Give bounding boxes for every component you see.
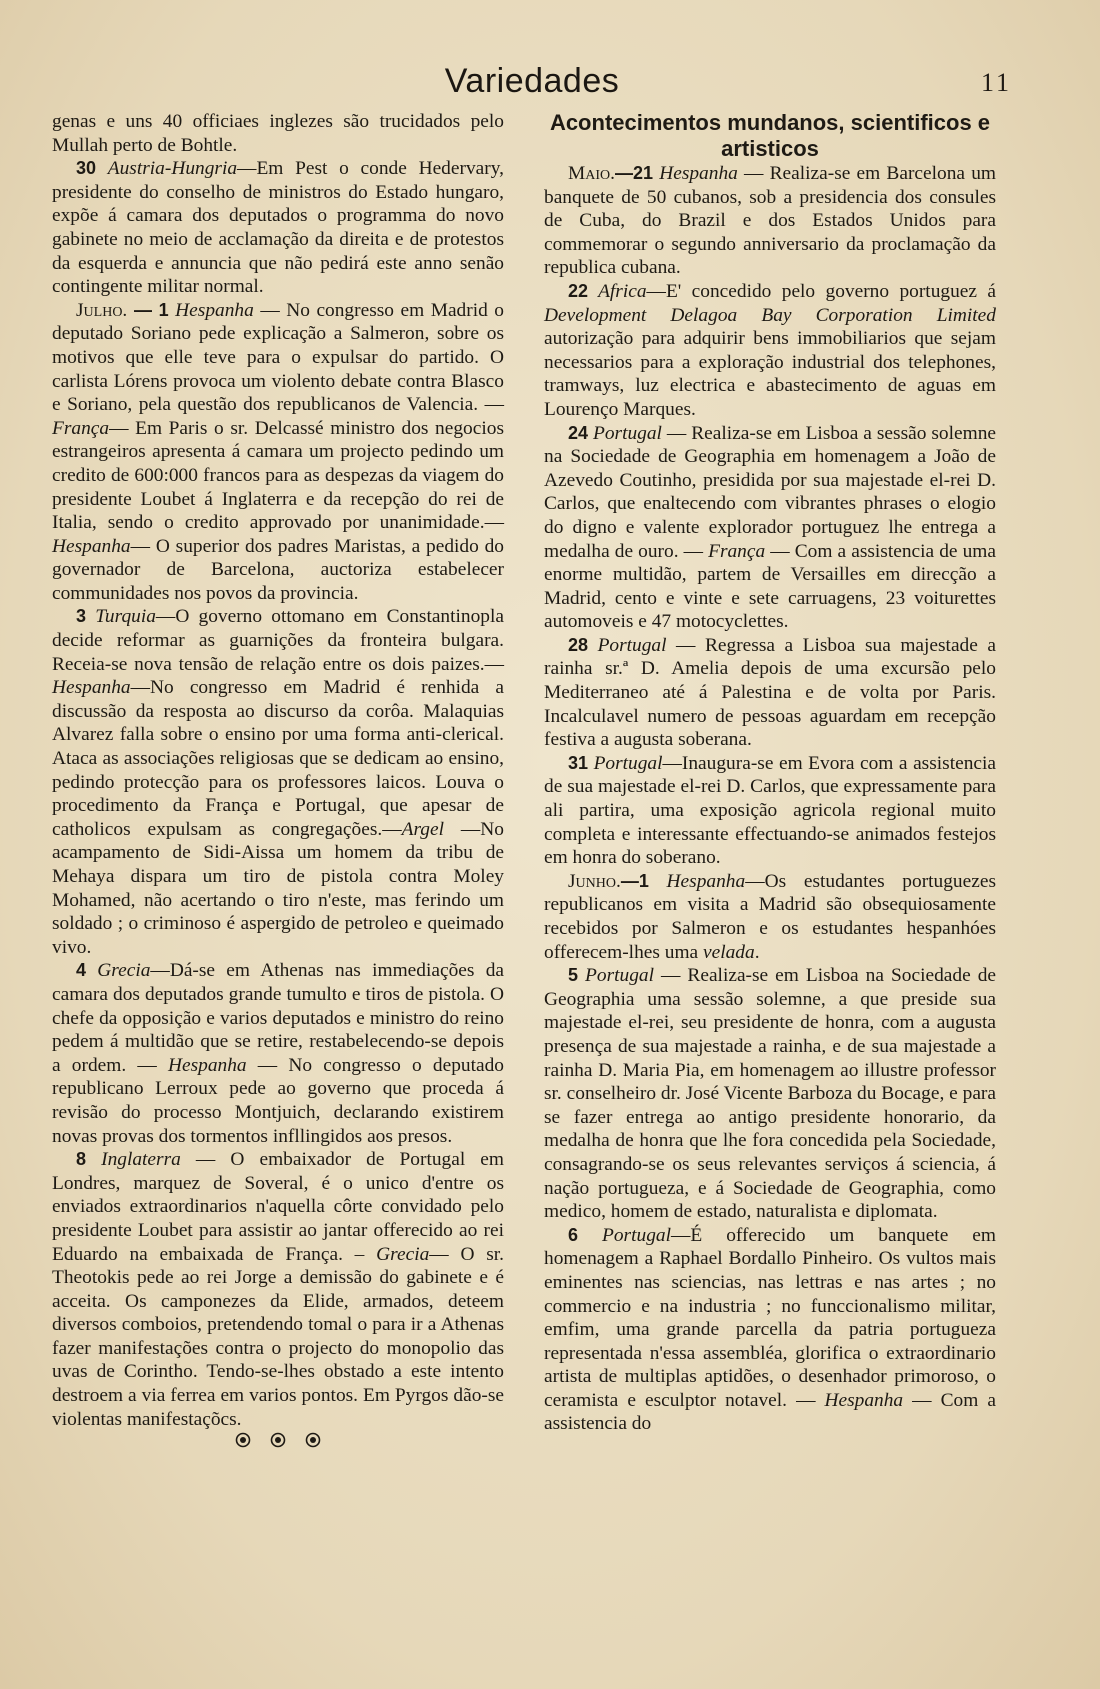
paragraph	[52, 157, 504, 299]
right-column	[544, 110, 996, 1436]
place-name: Inglaterra	[86, 1149, 181, 1171]
day-number: — 1	[127, 299, 169, 320]
place-name: Hespanha	[52, 677, 131, 699]
company-name: Development Delagoa Bay Corporation Limited	[544, 304, 996, 326]
paragraph	[544, 634, 996, 752]
place-name: Portugal	[588, 634, 667, 656]
paragraph	[52, 605, 504, 959]
paragraph-text: —Os estudantes portuguezes republicanos em visita a Madrid são obsequiosamente recebidos por Salmeron e os estudantes hespanhóes offerecem-lhes uma	[544, 870, 996, 963]
paragraph-text: — Realiza-se em Lisboa a sessão solemne na Sociedade de Geographia em homenagem a João de Azevedo Coutinho, presidida por sua majestade el-rei D. Carlos, que enaltecendo com vibrantes phrases o elogio do digno e valente explorador portuguez lhe entrega a medalha de ouro. —	[544, 422, 996, 562]
place-name: Grecia	[376, 1243, 430, 1265]
day-number: 6	[568, 1224, 579, 1245]
paragraph	[544, 870, 996, 964]
day-number: 4	[76, 960, 87, 981]
place-name: Portugal	[588, 422, 662, 444]
place-name: Africa	[588, 280, 647, 302]
paragraph-text: —É offerecido um banquete em homenagem a Raphael Bordallo Pinheiro. Os vultos mais eminentes nas sciencias, nas lettras e nas artes ; no commercio e na industria ; no funccionalismo militar, emfim, uma grande parcella da patria portugueza representada n'essa assembléa, glorifica o extraordinario artista de multiplas aptidões, o desenhador primoroso, o ceramista e esculptor notavel. —	[544, 1224, 996, 1411]
month-label: Julho.	[76, 299, 128, 321]
place-name: Portugal	[588, 752, 663, 774]
day-number: —21	[614, 163, 654, 183]
paragraph-text: — Com a assistencia do	[544, 1389, 996, 1435]
place-name: Argel	[401, 818, 444, 840]
place-name: Hespanha	[168, 299, 254, 321]
paragraph-text: — No congresso o deputado republicano Lerroux pede ao governo que proceda á revisão do processo Montjuich, declarando existirem novas provas dos tormentos infllingidos aos presos.	[52, 1054, 504, 1147]
place-name: Austria-Hungria	[107, 158, 238, 180]
paragraph-text: — No congresso em Madrid o deputado Soriano pede explicação a Salmeron, sobre os motivos que elle teve para o expulsar do partido. O carlista Lórens provoca um violento debate contra Blasco e Soriano, pela questão dos republicanos de Valencia. —	[52, 299, 505, 416]
paragraph	[544, 162, 996, 280]
place-name: Hespanha	[52, 535, 131, 557]
paragraph-text: .	[754, 941, 760, 963]
place-name: Hespanha	[648, 870, 746, 892]
paragraph-text: —Em Pest o conde Hedervary, presidente do conselho de ministros do Estado hungaro, expõe á camara dos deputados o programma do novo gabinete no meio de acclamação da direita e de protestos da esquerda e annuncia que não pedirá este anno senão contingente militar normal.	[52, 158, 504, 298]
place-name: Hespanha	[167, 1054, 247, 1076]
month-label: Maio.	[568, 163, 615, 184]
place-name: Portugal	[578, 1224, 671, 1246]
day-number: 3	[76, 606, 87, 627]
day-number: 8	[76, 1149, 87, 1170]
paragraph-text: — Realiza-se em Lisboa na Sociedade de Geographia uma sessão solemne, a que preside sua majestade el-rei, seu presidente de honra, com a augusta presença de sua majestade a rainha, e de sua majestade a rainha D. Maria Pia, em homenagem ao illustre professor sr. conselheiro dr. José Vicente Barboza du Bocage, e para se fazer entrega ao antigo presidente honorario, da medalha de honra que lhe fora concedida pela Sociedade, consagrando-se os seus relevantes serviços á sciencia, á nação portugueza, e á Sociedade de Geographia, como medico, homem de estado, naturalista e diplomata.	[544, 965, 996, 1223]
day-number: 24	[568, 422, 589, 443]
paragraph-text: — O superior dos padres Maristas, a pedido do governador de Barcelona, auctoriza estabelecer communidades nos povos da provincia.	[52, 535, 504, 604]
paragraph-text: —Inaugura-se em Evora com a assistencia de sua majestade el-rei D. Carlos, que expressamente para ali partira, uma exposição agricola regional muito completa e interessante effectuando-se animados festejos em honra do soberano.	[544, 752, 996, 869]
section-title: Variedades	[444, 62, 620, 100]
paragraph-text: autorização para adquirir bens immobiliarios que sejam necessarios para a exploração industrial dos telephones, tramways, luz electrica e abastecimento de aguas em Lourenço Marques.	[544, 328, 996, 420]
place-name: Turquia	[86, 606, 156, 628]
paragraph-text: —No acampamento de Sidi-Aissa um homem da tribu de Mehaya dispara um tiro de pistola contra Moley Mohamed, não acertando o tiro n'este, mas ferindo um soldado ; o criminoso é aspergido de petroleo e queimado vivo.	[52, 818, 504, 958]
place-name: Portugal	[578, 965, 654, 987]
paragraph	[52, 110, 504, 157]
ornament-icon	[235, 1431, 251, 1455]
paragraph	[52, 959, 504, 1148]
paragraph	[544, 422, 996, 634]
paragraph	[544, 280, 996, 422]
paragraph	[544, 1224, 996, 1436]
place-name: Hespanha	[653, 163, 738, 184]
day-number: 30	[76, 158, 97, 179]
column-heading: Acontecimentos mundanos, scientificos e artisticos	[549, 110, 991, 161]
paragraph-text: — Regressa a Lisboa sua majestade a rainha sr.ª D. Amelia depois de uma excursão pelo Mediterraneo até á Palestina e de volta por Paris. Incalculavel numero de pessoas aguardam em recepção festiva a augusta soberana.	[544, 634, 996, 751]
ornament-icon	[270, 1431, 286, 1455]
paragraph-text: genas e uns 40 officiaes inglezes são trucidados pelo Mullah perto de Bohtle.	[52, 111, 504, 156]
place-name: França	[52, 417, 110, 439]
paragraph-text: —O governo ottomano em Constantinopla decide reformar as guarnições da fronteira bulgara. Receia-se nova tensão de relação entre os dois paizes.—	[52, 606, 504, 675]
paragraph-text: —Dá-se em Athenas nas immediações da camara dos deputados grande tumulto e tiros de pistola. O chefe da opposição e varios deputados e ministro do reino pedem á multidão que se retire, restabelecendo-se depois a ordem. —	[52, 960, 504, 1076]
ornament-divider	[52, 1431, 504, 1455]
day-number: 28	[568, 634, 589, 655]
page-header	[52, 62, 1012, 106]
paragraph-text: — Realiza-se em Barcelona um banquete de 50 cubanos, sob a presidencia dos consules de Cuba, do Brazil e dos Estados Unidos para commemorar o segundo anniversario da proclamação da republica cubana.	[544, 163, 996, 279]
paragraph	[52, 299, 504, 606]
paragraph-text: — Em Paris o sr. Delcassé ministro dos negocios estrangeiros apresenta á camara um projecto pedindo um credito de 600:000 francos para as despezas da viagem do presidente Loubet á Inglaterra e da recepção do rei de Italia, sendo o credito approvado por unanimidade.—	[52, 417, 504, 534]
day-number: 31	[568, 752, 589, 773]
paragraph-text: — O embaixador de Portugal em Londres, marquez de Soveral, é o unico d'entre os enviados extraordinarios n'aquella côrte convidado pelo presidente Loubet para assistir ao jantar offerecido ao rei Eduardo na embaixada de França. –	[52, 1149, 504, 1265]
ornament-icon	[305, 1431, 321, 1455]
day-number: 22	[568, 280, 589, 301]
paragraph	[544, 752, 996, 870]
place-name: França	[708, 540, 766, 562]
place-name: Hespanha	[824, 1389, 904, 1411]
paragraph-text: — Com a assistencia de uma enorme multidão, partem de Versailles em direcção a Madrid, cento e vinte e sete carruagens, 23 voiturettes automoveis e 47 motocyclettes.	[544, 540, 996, 633]
paragraph-text: —No congresso em Madrid é renhida a discussão da resposta ao discurso da corôa. Malaquias Alvarez falla sobre o ensino por uma forma anti-clerical. Ataca as associações religiosas que se dedicam ao ensino, pedindo protecção para os professores laicos. Louva o procedimento da França e Portugal, que apesar de catholicos expulsam as congregações.—	[52, 677, 504, 840]
month-label: Junho.	[568, 870, 621, 892]
page-number: 11	[980, 68, 1012, 97]
emphasis-word: velada	[703, 941, 755, 963]
paragraph-text: —E' concedido pelo governo portuguez á	[646, 280, 996, 302]
paragraph	[52, 1148, 504, 1431]
left-column	[52, 110, 504, 1455]
paragraph-text: — O sr. Theotokis pede ao rei Jorge a demissão do gabinete e é acceita. Os camponezes da Elide, armados, deteem diversos comboios, pretendendo tomal o para ir a Athenas fazer manifestações contra o projecto do monopolio das uvas de Corintho. Tendo-se-lhes obstado a este intento destroem a via ferrea em varios pontos. Em Pyrgos dão-se violentas manifestaçõcs.	[52, 1243, 504, 1430]
day-number: 5	[568, 965, 579, 986]
place-name: Grecia	[86, 960, 151, 982]
paragraph	[544, 964, 996, 1224]
day-number: —1	[620, 870, 649, 891]
